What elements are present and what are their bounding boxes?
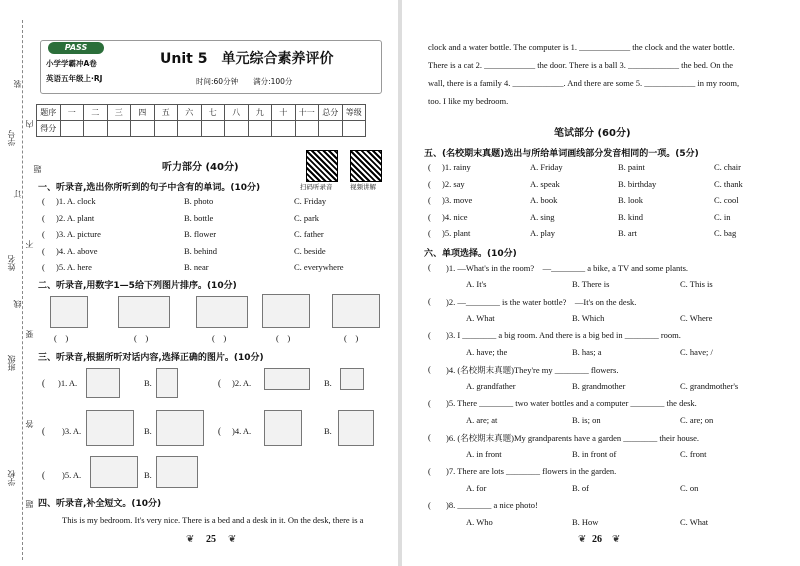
s3-q3-paren[interactable]: (	[42, 426, 45, 436]
option-a[interactable]: A. grandfather	[466, 381, 516, 391]
option-text: C. father	[294, 229, 324, 239]
option-text: B. birthday	[618, 178, 657, 189]
option-text: C. in	[714, 211, 731, 222]
picture-window	[338, 410, 374, 446]
s3-q5-b: B.	[144, 470, 152, 480]
option-b[interactable]: B. has; a	[572, 347, 602, 357]
answer-paren[interactable]: (	[428, 228, 431, 238]
s3-q2-label: )2. A.	[232, 378, 252, 388]
score-entry-cell[interactable]	[319, 121, 343, 137]
option-c[interactable]: C. front	[680, 449, 707, 459]
question-text: )7. There are lots ________ flowers in the garden.	[446, 466, 617, 476]
option-text: A. book	[530, 195, 558, 205]
option-text: )4. A. above	[56, 245, 98, 256]
s3-q5-label: )5. A.	[62, 470, 82, 480]
option-text: )2. A. plant	[56, 212, 95, 223]
right-page	[402, 0, 800, 566]
page-number-left: 25	[206, 534, 216, 545]
option-c[interactable]: C. on	[680, 483, 699, 493]
option-c[interactable]: C. are; on	[680, 415, 714, 425]
answer-paren[interactable]: (	[428, 195, 431, 205]
written-title: 笔试部分 (60分)	[554, 128, 631, 139]
leaf-right-icon-r: ❦	[612, 534, 621, 545]
option-text: C. everywhere	[294, 262, 344, 272]
option-b[interactable]: B. Which	[572, 313, 605, 323]
score-header-cell: 等级	[342, 105, 366, 121]
option-c[interactable]: C. have; /	[680, 347, 713, 357]
option-a[interactable]: A. Who	[466, 517, 493, 527]
score-header-cell: 五	[154, 105, 178, 121]
option-b[interactable]: B. grandmother	[572, 381, 626, 391]
answer-paren[interactable]: (	[428, 162, 431, 172]
s3-q5-paren[interactable]: (	[42, 470, 45, 480]
s3-q1-label: )1. A.	[58, 378, 78, 388]
pass-logo: PASS	[48, 42, 104, 54]
option-text: B. look	[618, 195, 644, 205]
time-score-meta: 时间:60分钟 满分:100分	[196, 77, 293, 86]
passage-line-2: There is a cat 2. ____________ the door. There is a ball 3. ____________ the bed. On the	[428, 60, 734, 70]
leaf-right-icon: ❦	[228, 534, 237, 545]
answer-paren[interactable]: (	[42, 262, 45, 272]
section4-text: This is my bedroom. It's very nice. There is a bed and a desk in it. On the desk, there is a	[62, 515, 364, 525]
option-text: B. paint	[618, 162, 645, 172]
score-entry-cell[interactable]	[295, 121, 319, 137]
option-text: A. Friday	[530, 162, 563, 172]
page-number-right: 26	[592, 534, 602, 545]
option-text: A. sing	[530, 211, 555, 222]
s3-q4-paren[interactable]: (	[218, 426, 221, 436]
s3-q2-b: B.	[324, 378, 332, 388]
answer-paren[interactable]: (	[428, 330, 431, 340]
picture-books-on-table	[86, 410, 134, 446]
score-header-cell: 六	[178, 105, 202, 121]
score-header-cell: 十	[272, 105, 296, 121]
score-entry-cell[interactable]	[225, 121, 249, 137]
score-entry-cell[interactable]	[131, 121, 155, 137]
qr-audio-label: 扫码听录音	[300, 183, 333, 191]
margin-bu: 不	[25, 240, 34, 248]
option-text: B. behind	[184, 245, 218, 256]
score-header-cell: 题序	[37, 105, 61, 121]
picture-armchair	[264, 410, 302, 446]
passage-line-3: wall, there is a family 4. ____________. And there are some 5. ____________ in my room,	[428, 78, 740, 88]
option-text: B. photo	[184, 196, 214, 206]
score-header-cell: 九	[248, 105, 272, 121]
section5-title: 五、(名校期末真题)选出与所给单词画线部分发音相同的一项。(5分)	[424, 149, 699, 159]
option-text: C. Friday	[294, 196, 327, 206]
passage-line-1: clock and a water bottle. The computer is 1. ____________ the clock and the water bottle.	[428, 42, 735, 52]
picture-desk	[118, 296, 170, 328]
score-header-cell: 十一	[295, 105, 319, 121]
option-b[interactable]: B. is; on	[572, 415, 601, 425]
option-text: )3. move	[442, 195, 473, 205]
answer-paren[interactable]: (	[428, 211, 431, 222]
score-header-cell: 四	[131, 105, 155, 121]
s3-q3-b: B.	[144, 426, 152, 436]
picture-door	[156, 368, 178, 398]
page-title: Unit 5 单元综合素养评价	[160, 51, 334, 67]
score-entry-cell[interactable]	[60, 121, 84, 137]
score-table	[36, 104, 366, 137]
score-entry-cell[interactable]	[84, 121, 108, 137]
option-text: C. bag	[714, 228, 737, 238]
picture-car-in-box	[332, 294, 380, 328]
order-paren[interactable]: ( )	[344, 333, 359, 343]
option-text: C. park	[294, 212, 320, 223]
qr-code-video[interactable]	[350, 150, 382, 182]
answer-paren[interactable]: (	[42, 245, 45, 256]
grade-label: 英语五年级上·RJ	[46, 74, 103, 83]
option-b[interactable]: B. There is	[572, 279, 610, 289]
score-header-cell: 三	[107, 105, 131, 121]
picture-books-on-desk	[156, 410, 204, 446]
option-text: C. beside	[294, 245, 326, 256]
section1-title: 一、听录音,选出你所听到的句子中含有的单词。(10分)	[38, 183, 261, 193]
margin-zhuang: 装	[13, 80, 22, 88]
option-text: )3. A. picture	[56, 229, 101, 239]
left-page	[0, 0, 398, 566]
s3-q1-b: B.	[144, 378, 152, 388]
margin-da: 答	[25, 420, 34, 428]
score-entry-cell[interactable]	[342, 121, 366, 137]
s3-q3-label: )3. A.	[62, 426, 82, 436]
qr-video-label: 视频讲解	[350, 183, 376, 191]
option-text: )1. rainy	[442, 162, 471, 172]
picture-sofa-room	[90, 456, 138, 488]
picture-dog-in-box	[262, 294, 310, 328]
school-label: 学校	[7, 470, 16, 486]
option-text: B. flower	[184, 229, 217, 239]
option-text: A. speak	[530, 178, 560, 189]
option-text: )1. A. clock	[56, 196, 96, 206]
answer-paren[interactable]: (	[428, 364, 431, 374]
option-a[interactable]: A. have; the	[466, 347, 508, 357]
option-a[interactable]: A. It's	[466, 279, 487, 289]
option-c[interactable]: C. What	[680, 517, 709, 527]
option-a[interactable]: A. in front	[466, 449, 502, 459]
answer-paren[interactable]: (	[428, 466, 431, 476]
question-text: )6. (名校期末真题)My grandparents have a garden ________ their house.	[446, 433, 700, 443]
answer-paren[interactable]: (	[42, 229, 45, 239]
option-text: )2. say	[442, 178, 465, 189]
score-entry-cell[interactable]	[201, 121, 225, 137]
option-text: C. cool	[714, 195, 739, 205]
score-header-cell: 二	[84, 105, 108, 121]
option-c[interactable]: C. Where	[680, 313, 713, 323]
section3-title: 三、听录音,根据所听对话内容,选择正确的图片。(10分)	[38, 353, 264, 363]
score-entry-cell[interactable]	[178, 121, 202, 137]
score-header-cell: 一	[60, 105, 84, 121]
score-header-cell: 总分	[319, 105, 343, 121]
question-text: )8. ________ a nice photo!	[446, 500, 538, 510]
student-no-label: 学号	[7, 130, 16, 146]
option-text: B. art	[618, 228, 637, 238]
answer-paren[interactable]: (	[428, 432, 431, 442]
option-c[interactable]: C. This is	[680, 279, 713, 289]
order-paren[interactable]: ( )	[212, 333, 227, 343]
picture-frame	[340, 368, 364, 390]
option-text: B. near	[184, 262, 209, 272]
answer-paren[interactable]: (	[428, 178, 431, 189]
option-text: C. thank	[714, 178, 743, 189]
picture-cup-on-desk	[196, 296, 248, 328]
option-text: )4. nice	[442, 211, 468, 222]
name-label: 姓名	[7, 255, 16, 271]
answer-paren[interactable]: (	[428, 500, 431, 510]
s3-q4-b: B.	[324, 426, 332, 436]
s3-q4-label: )4. A.	[232, 426, 252, 436]
section4-title: 四、听录音,补全短文。(10分)	[38, 499, 162, 509]
option-text: C. chair	[714, 162, 741, 172]
question-text: )3. I ________ a big room. And there is a big bed in ________ room.	[446, 330, 681, 340]
score-header-cell: 八	[225, 105, 249, 121]
option-a[interactable]: A. What	[466, 313, 495, 323]
option-text: A. play	[530, 228, 556, 238]
score-entry-cell[interactable]	[107, 121, 131, 137]
score-header-cell: 七	[201, 105, 225, 121]
question-text: )4. (名校期末真题)They're my ________ flowers.	[446, 365, 619, 375]
passage-line-4: too. I like my bedroom.	[428, 96, 509, 106]
score-entry-cell[interactable]	[154, 121, 178, 137]
picture-painting	[264, 368, 310, 390]
picture-box-with-cat	[50, 296, 88, 328]
option-b[interactable]: B. How	[572, 517, 599, 527]
picture-chairs	[156, 456, 198, 488]
question-text: )1. —What's in the room? —________ a bike, a TV and some plants.	[446, 263, 689, 273]
answer-paren[interactable]: (	[428, 262, 431, 272]
margin-nei: 内	[25, 120, 34, 128]
question-text: )5. There ________ two water bottles and a computer ________ the desk.	[446, 398, 697, 408]
section6-title: 六、单项选择。(10分)	[424, 249, 517, 259]
order-paren[interactable]: ( )	[276, 333, 291, 343]
option-c[interactable]: C. grandmother's	[680, 381, 739, 391]
score-label-cell: 得分	[37, 121, 61, 137]
option-text: )5. A. here	[56, 262, 92, 272]
option-text: )5. plant	[442, 228, 471, 238]
leaf-left-icon-r: ❦	[578, 534, 587, 545]
option-a[interactable]: A. are; at	[466, 415, 498, 425]
margin-xian: 线	[13, 300, 22, 308]
answer-paren[interactable]: (	[428, 296, 431, 306]
option-a[interactable]: A. for	[466, 483, 487, 493]
qr-code-audio[interactable]	[306, 150, 338, 182]
s3-q2-paren[interactable]: (	[218, 378, 221, 388]
score-entry-cell[interactable]	[272, 121, 296, 137]
answer-paren[interactable]: (	[42, 196, 45, 206]
option-text: B. kind	[618, 211, 644, 222]
order-paren[interactable]: ( )	[54, 333, 69, 343]
class-label: 班级	[7, 355, 16, 371]
margin-ti: 题	[25, 500, 34, 508]
series-name: 小学学霸冲A卷	[46, 59, 97, 68]
margin-yao: 要	[25, 330, 34, 338]
margin-ti2: 题	[33, 165, 42, 173]
leaf-left-icon: ❦	[186, 534, 195, 545]
margin-ding: 订	[13, 190, 22, 198]
option-b[interactable]: B. of	[572, 483, 589, 493]
listening-title: 听力部分 (40分)	[162, 162, 239, 173]
option-b[interactable]: B. in front of	[572, 449, 617, 459]
s3-q1-paren[interactable]: (	[42, 378, 45, 388]
question-text: )2. —________ is the water bottle? —It's on the desk.	[446, 297, 637, 307]
answer-paren[interactable]: (	[42, 212, 45, 223]
picture-stool	[86, 368, 120, 398]
order-paren[interactable]: ( )	[134, 333, 149, 343]
answer-paren[interactable]: (	[428, 398, 431, 408]
option-text: B. bottle	[184, 212, 214, 223]
binding-line	[22, 20, 23, 560]
score-entry-cell[interactable]	[248, 121, 272, 137]
section2-title: 二、听录音,用数字1—5给下列图片排序。(10分)	[38, 281, 237, 291]
